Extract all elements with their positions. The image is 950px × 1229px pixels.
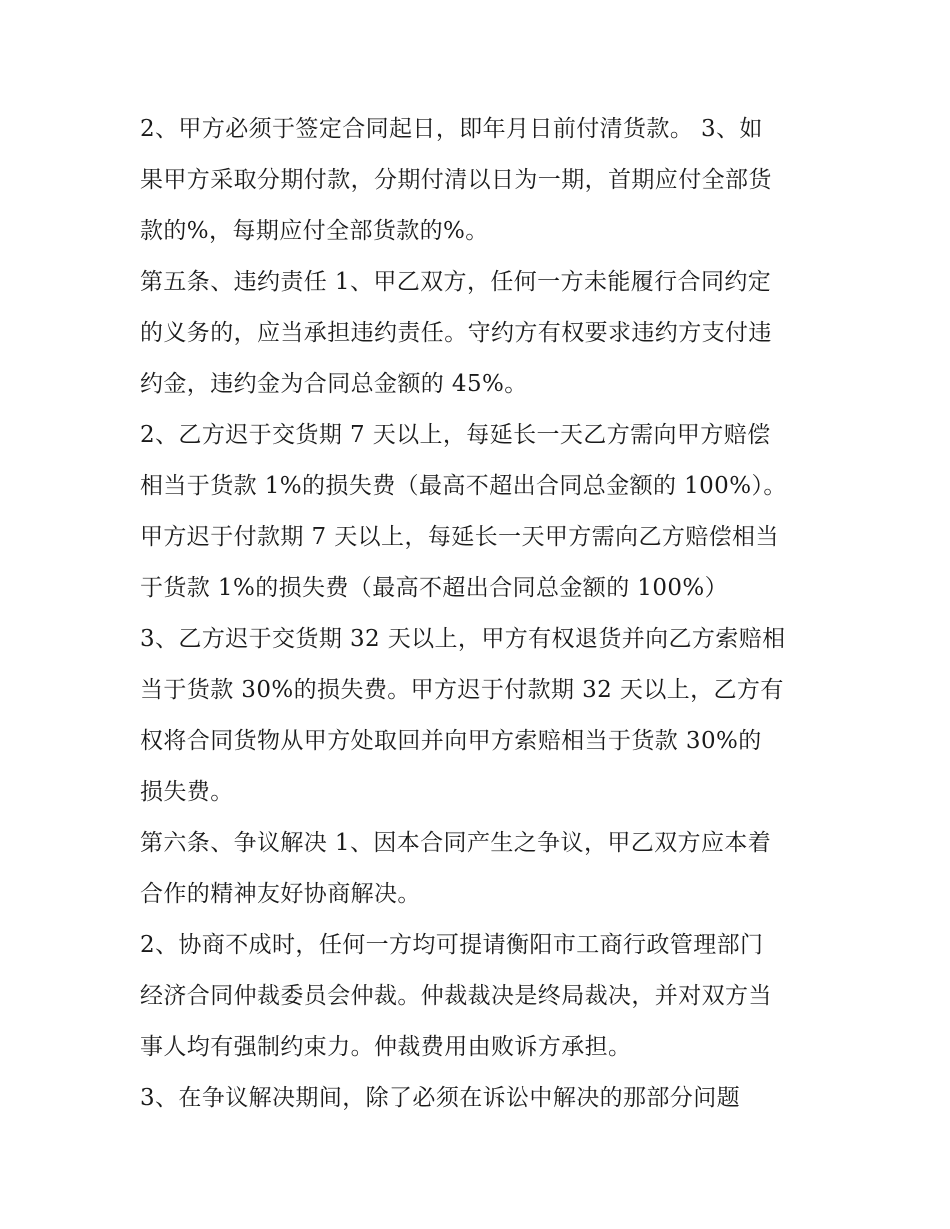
text-line: 合作的精神友好协商解决。 bbox=[140, 881, 421, 907]
text-line: 经济合同仲裁委员会仲裁。仲裁裁决是终局裁决，并对双方当 bbox=[140, 983, 772, 1009]
text-line: 2、甲方必须于签定合同起日，即年月日前付清货款。 3、如 bbox=[140, 116, 763, 142]
document-body bbox=[140, 104, 820, 1124]
paragraph-article-6-item-2 bbox=[140, 920, 820, 1073]
text-line: 2、乙方迟于交货期 7 天以上，每延长一天乙方需向甲方赔偿 bbox=[140, 422, 771, 448]
text-line: 第五条、违约责任 1、甲乙双方，任何一方未能履行合同约定 bbox=[140, 269, 772, 295]
paragraph-article-6 bbox=[140, 818, 820, 920]
text-line: 约金，违约金为合同总金额的 45%。 bbox=[140, 371, 528, 397]
text-line: 第六条、争议解决 1、因本合同产生之争议，甲乙双方应本着 bbox=[140, 830, 772, 856]
text-line: 事人均有强制约束力。仲裁费用由败诉方承担。 bbox=[140, 1034, 632, 1060]
paragraph-payment-terms bbox=[140, 104, 820, 257]
paragraph-article-6-item-3 bbox=[140, 1073, 820, 1124]
text-line: 2、协商不成时，任何一方均可提请衡阳市工商行政管理部门 bbox=[140, 932, 764, 958]
text-line: 甲方迟于付款期 7 天以上，每延长一天甲方需向乙方赔偿相当 bbox=[140, 524, 779, 550]
text-line: 款的%，每期应付全部货款的%。 bbox=[140, 218, 489, 244]
text-line: 权将合同货物从甲方处取回并向甲方索赔相当于货款 30%的 bbox=[140, 728, 762, 754]
text-line: 于货款 1%的损失费（最高不超出合同总金额的 100%） bbox=[140, 575, 729, 601]
paragraph-article-5 bbox=[140, 257, 820, 410]
paragraph-article-5-item-3 bbox=[140, 614, 820, 818]
text-line: 3、乙方迟于交货期 32 天以上，甲方有权退货并向乙方索赔相 bbox=[140, 626, 786, 652]
paragraph-article-5-item-2 bbox=[140, 410, 820, 614]
text-line: 相当于货款 1%的损失费（最高不超出合同总金额的 100%）。 bbox=[140, 473, 787, 499]
text-line: 3、在争议解决期间，除了必须在诉讼中解决的那部分问题 bbox=[140, 1085, 741, 1111]
text-line: 当于货款 30%的损失费。甲方迟于付款期 32 天以上，乙方有 bbox=[140, 677, 784, 703]
text-line: 损失费。 bbox=[140, 779, 234, 805]
text-line: 的义务的，应当承担违约责任。守约方有权要求违约方支付违 bbox=[140, 320, 772, 346]
text-line: 果甲方采取分期付款，分期付清以日为一期，首期应付全部货 bbox=[140, 167, 772, 193]
